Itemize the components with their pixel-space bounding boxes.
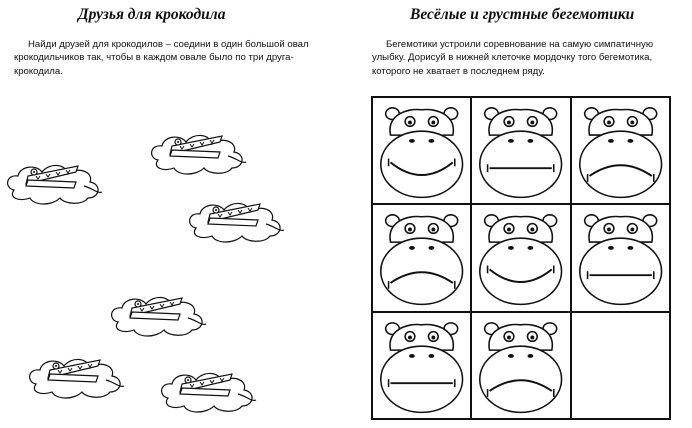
- hippo-cell-empty[interactable]: [571, 312, 670, 419]
- hippo-pupil: [408, 228, 412, 232]
- hippo-face: [373, 205, 470, 310]
- hippo-nostril: [528, 246, 534, 250]
- hippo-pupil: [607, 228, 611, 232]
- hippo-pupil: [431, 228, 435, 232]
- hippo-pupil: [408, 335, 412, 339]
- hippo-nostril: [508, 139, 514, 143]
- hippo-nostril: [627, 139, 633, 143]
- hippo-pupil: [630, 228, 634, 232]
- hippo-cell: [372, 312, 471, 419]
- hippo-muzzle: [579, 239, 661, 305]
- hippo-nostril: [409, 139, 415, 143]
- hippo-pupil: [531, 120, 535, 124]
- hippo-face: [572, 98, 669, 203]
- hippo-nostril: [627, 246, 633, 250]
- hippo-nostril: [428, 246, 434, 250]
- hippo-face: [572, 205, 669, 310]
- crocodile-4: [112, 297, 206, 336]
- hippo-face: [572, 313, 669, 418]
- left-page-title: Друзья для крокодила: [78, 6, 226, 23]
- hippo-face: [472, 98, 569, 203]
- hippo-nostril: [508, 246, 514, 250]
- hippo-pupil: [408, 120, 412, 124]
- hippo-nostril: [508, 354, 514, 358]
- crocodile-1: [8, 165, 102, 204]
- hippo-pupil: [630, 120, 634, 124]
- hippo-pupil: [607, 120, 611, 124]
- hippo-pupil: [507, 335, 511, 339]
- hippo-pupil: [531, 228, 535, 232]
- hippo-face: [472, 313, 569, 418]
- hippo-cell: [571, 97, 670, 204]
- crocodile-3: [190, 203, 284, 242]
- crocodile-2: [152, 135, 246, 174]
- hippo-nostril: [428, 139, 434, 143]
- crocodile-5: [30, 359, 124, 398]
- hippo-pupil: [531, 335, 535, 339]
- hippo-cell: [372, 204, 471, 311]
- hippo-cell: [471, 312, 570, 419]
- hippo-muzzle: [381, 346, 463, 412]
- hippo-cell: [372, 97, 471, 204]
- hippo-cell: [471, 97, 570, 204]
- crocodile-6: [162, 373, 256, 412]
- left-page-instructions: Найди друзей для крокодилов – соедини в один большой овал крокодильчиков так, чтобы в каждом овале было по три друга-крокодила.: [14, 39, 309, 77]
- hippo-nostril: [409, 246, 415, 250]
- hippo-nostril: [428, 354, 434, 358]
- hippo-nostril: [608, 246, 614, 250]
- right-page-instructions: Бегемотики устроили соревнование на самую симпатичную улыбку. Дорисуй в нижней клеточке мордочку того бегемотика, которого не хватает в последнем ряду.: [372, 39, 654, 77]
- hippo-nostril: [409, 354, 415, 358]
- hippo-pupil: [431, 335, 435, 339]
- hippo-face: [472, 205, 569, 310]
- hippo-pupil: [507, 120, 511, 124]
- right-page-title: Весёлые и грустные бегемотики: [410, 6, 635, 23]
- hippo-pupil: [507, 228, 511, 232]
- hippo-cell: [471, 204, 570, 311]
- hippo-pupil: [431, 120, 435, 124]
- hippo-nostril: [528, 354, 534, 358]
- right-page: [346, 0, 692, 428]
- hippo-face: [373, 313, 470, 418]
- hippo-grid: [371, 96, 671, 420]
- hippo-face: [373, 98, 470, 203]
- hippo-nostril: [608, 139, 614, 143]
- hippo-muzzle: [480, 131, 562, 197]
- hippo-cell: [571, 204, 670, 311]
- hippo-nostril: [528, 139, 534, 143]
